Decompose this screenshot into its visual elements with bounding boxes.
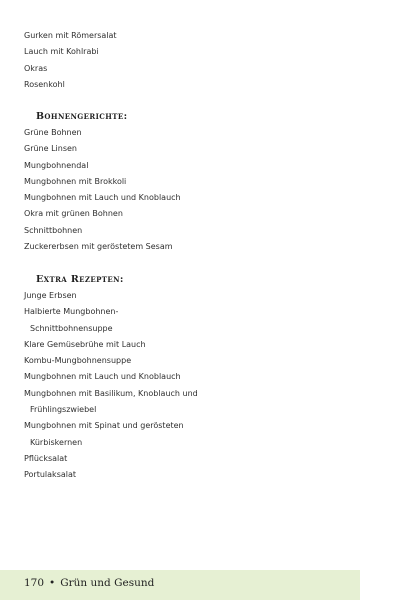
footer-separator: • [49, 577, 56, 589]
page-footer [0, 570, 360, 600]
list-item: Halbierte Mungbohnen- [24, 307, 119, 317]
list-item: Grüne Bohnen [24, 128, 82, 137]
list-item: Klare Gemüsebrühe mit Lauch [24, 339, 146, 349]
page-number: 170 [24, 577, 45, 589]
list-item: Pflücksalat [24, 453, 68, 463]
list-item: Gurken mit Römersalat [24, 31, 117, 40]
list-item: Mungbohnen mit Brokkoli [24, 176, 127, 186]
list-item: Lauch mit Kohlrabi [24, 47, 99, 57]
list-item-continuation: Kürbiskernen [30, 437, 83, 447]
list-item-continuation: Schnittbohnensuppe [30, 323, 113, 333]
list-item: Okra mit grünen Bohnen [24, 209, 123, 219]
list-item-continuation: Frühlingszwiebel [30, 405, 97, 415]
list-item: Mungbohnendal [24, 160, 89, 170]
book-title: Grün und Gesund [60, 577, 155, 589]
list-item: Junge Erbsen [24, 291, 77, 300]
section-heading-bohnengerichte: Bohnengerichte: [36, 111, 128, 122]
footer-text [24, 577, 154, 589]
list-item: Mungbohnen mit Spinat und gerösteten [24, 421, 184, 431]
list-item: Rosenkohl [24, 79, 65, 89]
bohnengerichte-list [24, 125, 181, 255]
list-item: Mungbohnen mit Basilikum, Knoblauch und [24, 388, 198, 398]
list-item: Kombu-Mungbohnensuppe [24, 356, 132, 366]
list-item: Mungbohnen mit Lauch und Knoblauch [24, 193, 181, 203]
list-item: Portulaksalat [24, 470, 77, 480]
section-heading-extra-rezepten: Extra Rezepten: [36, 274, 124, 285]
list-item: Okras [24, 63, 48, 73]
extra-rezepten-list [24, 288, 198, 484]
list-item: Schnittbohnen [24, 225, 83, 235]
vegetable-recipe-list [24, 28, 117, 93]
list-item: Grüne Linsen [24, 144, 78, 154]
list-item: Mungbohnen mit Lauch und Knoblauch [24, 372, 181, 382]
list-item: Zuckererbsen mit geröstetem Sesam [24, 242, 173, 252]
